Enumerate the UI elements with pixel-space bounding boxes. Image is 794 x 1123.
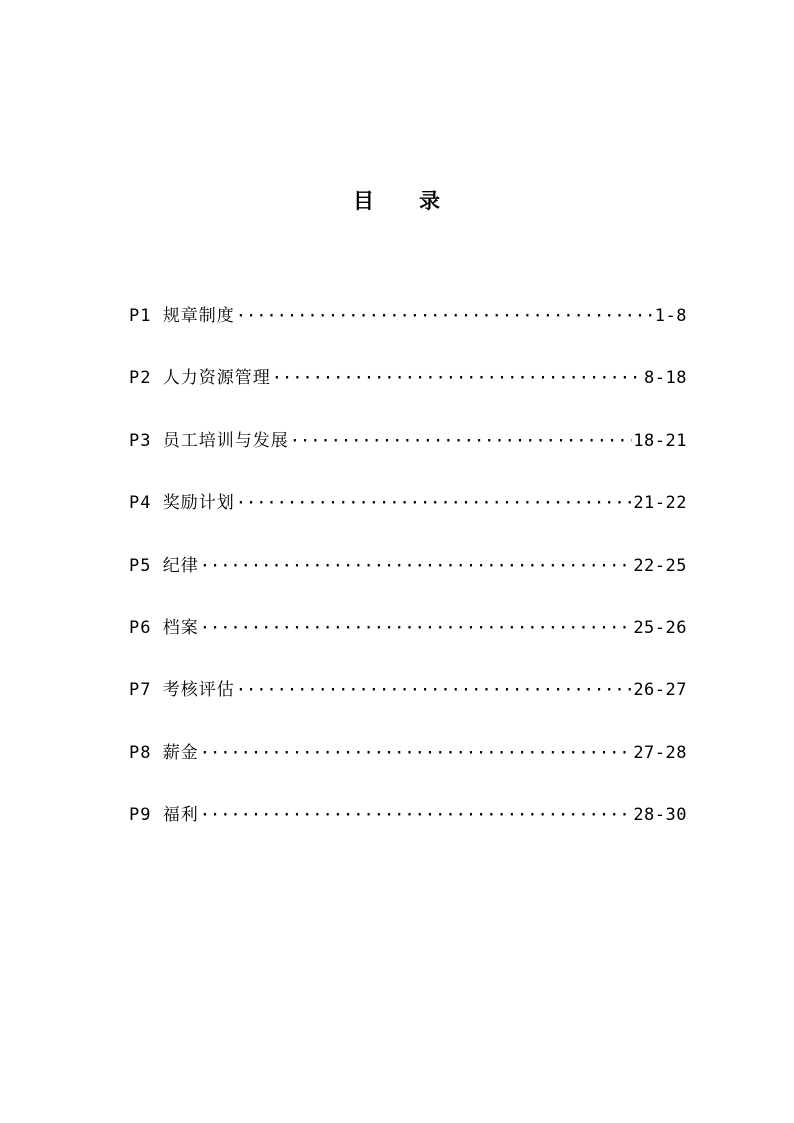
dot-leader xyxy=(272,363,643,393)
toc-entry-label: P1 规章制度 xyxy=(129,306,235,326)
toc-entry[interactable] xyxy=(129,551,687,613)
dot-leader xyxy=(290,426,633,456)
toc-entry[interactable] xyxy=(129,738,687,800)
dot-leader xyxy=(200,800,633,830)
page-title xyxy=(0,186,794,216)
dot-leader xyxy=(236,301,654,331)
dot-leader xyxy=(236,488,633,518)
title-char-1: 目 xyxy=(353,188,375,213)
title-char-2: 录 xyxy=(419,188,441,213)
toc-entry[interactable] xyxy=(129,363,687,425)
toc-entry-label: P9 福利 xyxy=(129,805,199,826)
dot-leader xyxy=(236,675,633,705)
toc-entry-pages: 25-26 xyxy=(633,617,687,638)
toc-entry-pages: 18-21 xyxy=(633,430,687,451)
toc-entry-pages: 22-25 xyxy=(633,555,687,576)
dot-leader xyxy=(200,738,633,768)
table-of-contents xyxy=(129,301,687,863)
toc-entry-label: P4 奖励计划 xyxy=(129,493,235,514)
toc-entry-pages: 26-27 xyxy=(633,680,687,701)
toc-entry-label: P3 员工培训与发展 xyxy=(129,430,289,451)
toc-entry[interactable] xyxy=(129,675,687,737)
toc-entry-label: P2 人力资源管理 xyxy=(129,368,271,389)
toc-entry[interactable] xyxy=(129,301,687,363)
dot-leader xyxy=(200,613,633,643)
toc-entry-label: P6 档案 xyxy=(129,617,199,638)
dot-leader xyxy=(200,551,633,581)
toc-entry-label: P8 薪金 xyxy=(129,742,199,763)
toc-entry-pages: 27-28 xyxy=(633,742,687,763)
toc-entry[interactable] xyxy=(129,613,687,675)
toc-entry[interactable] xyxy=(129,426,687,488)
toc-entry-pages: 1-8 xyxy=(654,306,687,326)
toc-entry-pages: 28-30 xyxy=(633,805,687,826)
toc-entry-label: P7 考核评估 xyxy=(129,680,235,701)
toc-entry-pages: 21-22 xyxy=(633,493,687,514)
toc-entry-label: P5 纪律 xyxy=(129,555,199,576)
toc-entry[interactable] xyxy=(129,800,687,862)
toc-entry[interactable] xyxy=(129,488,687,550)
toc-entry-pages: 8-18 xyxy=(644,368,687,389)
